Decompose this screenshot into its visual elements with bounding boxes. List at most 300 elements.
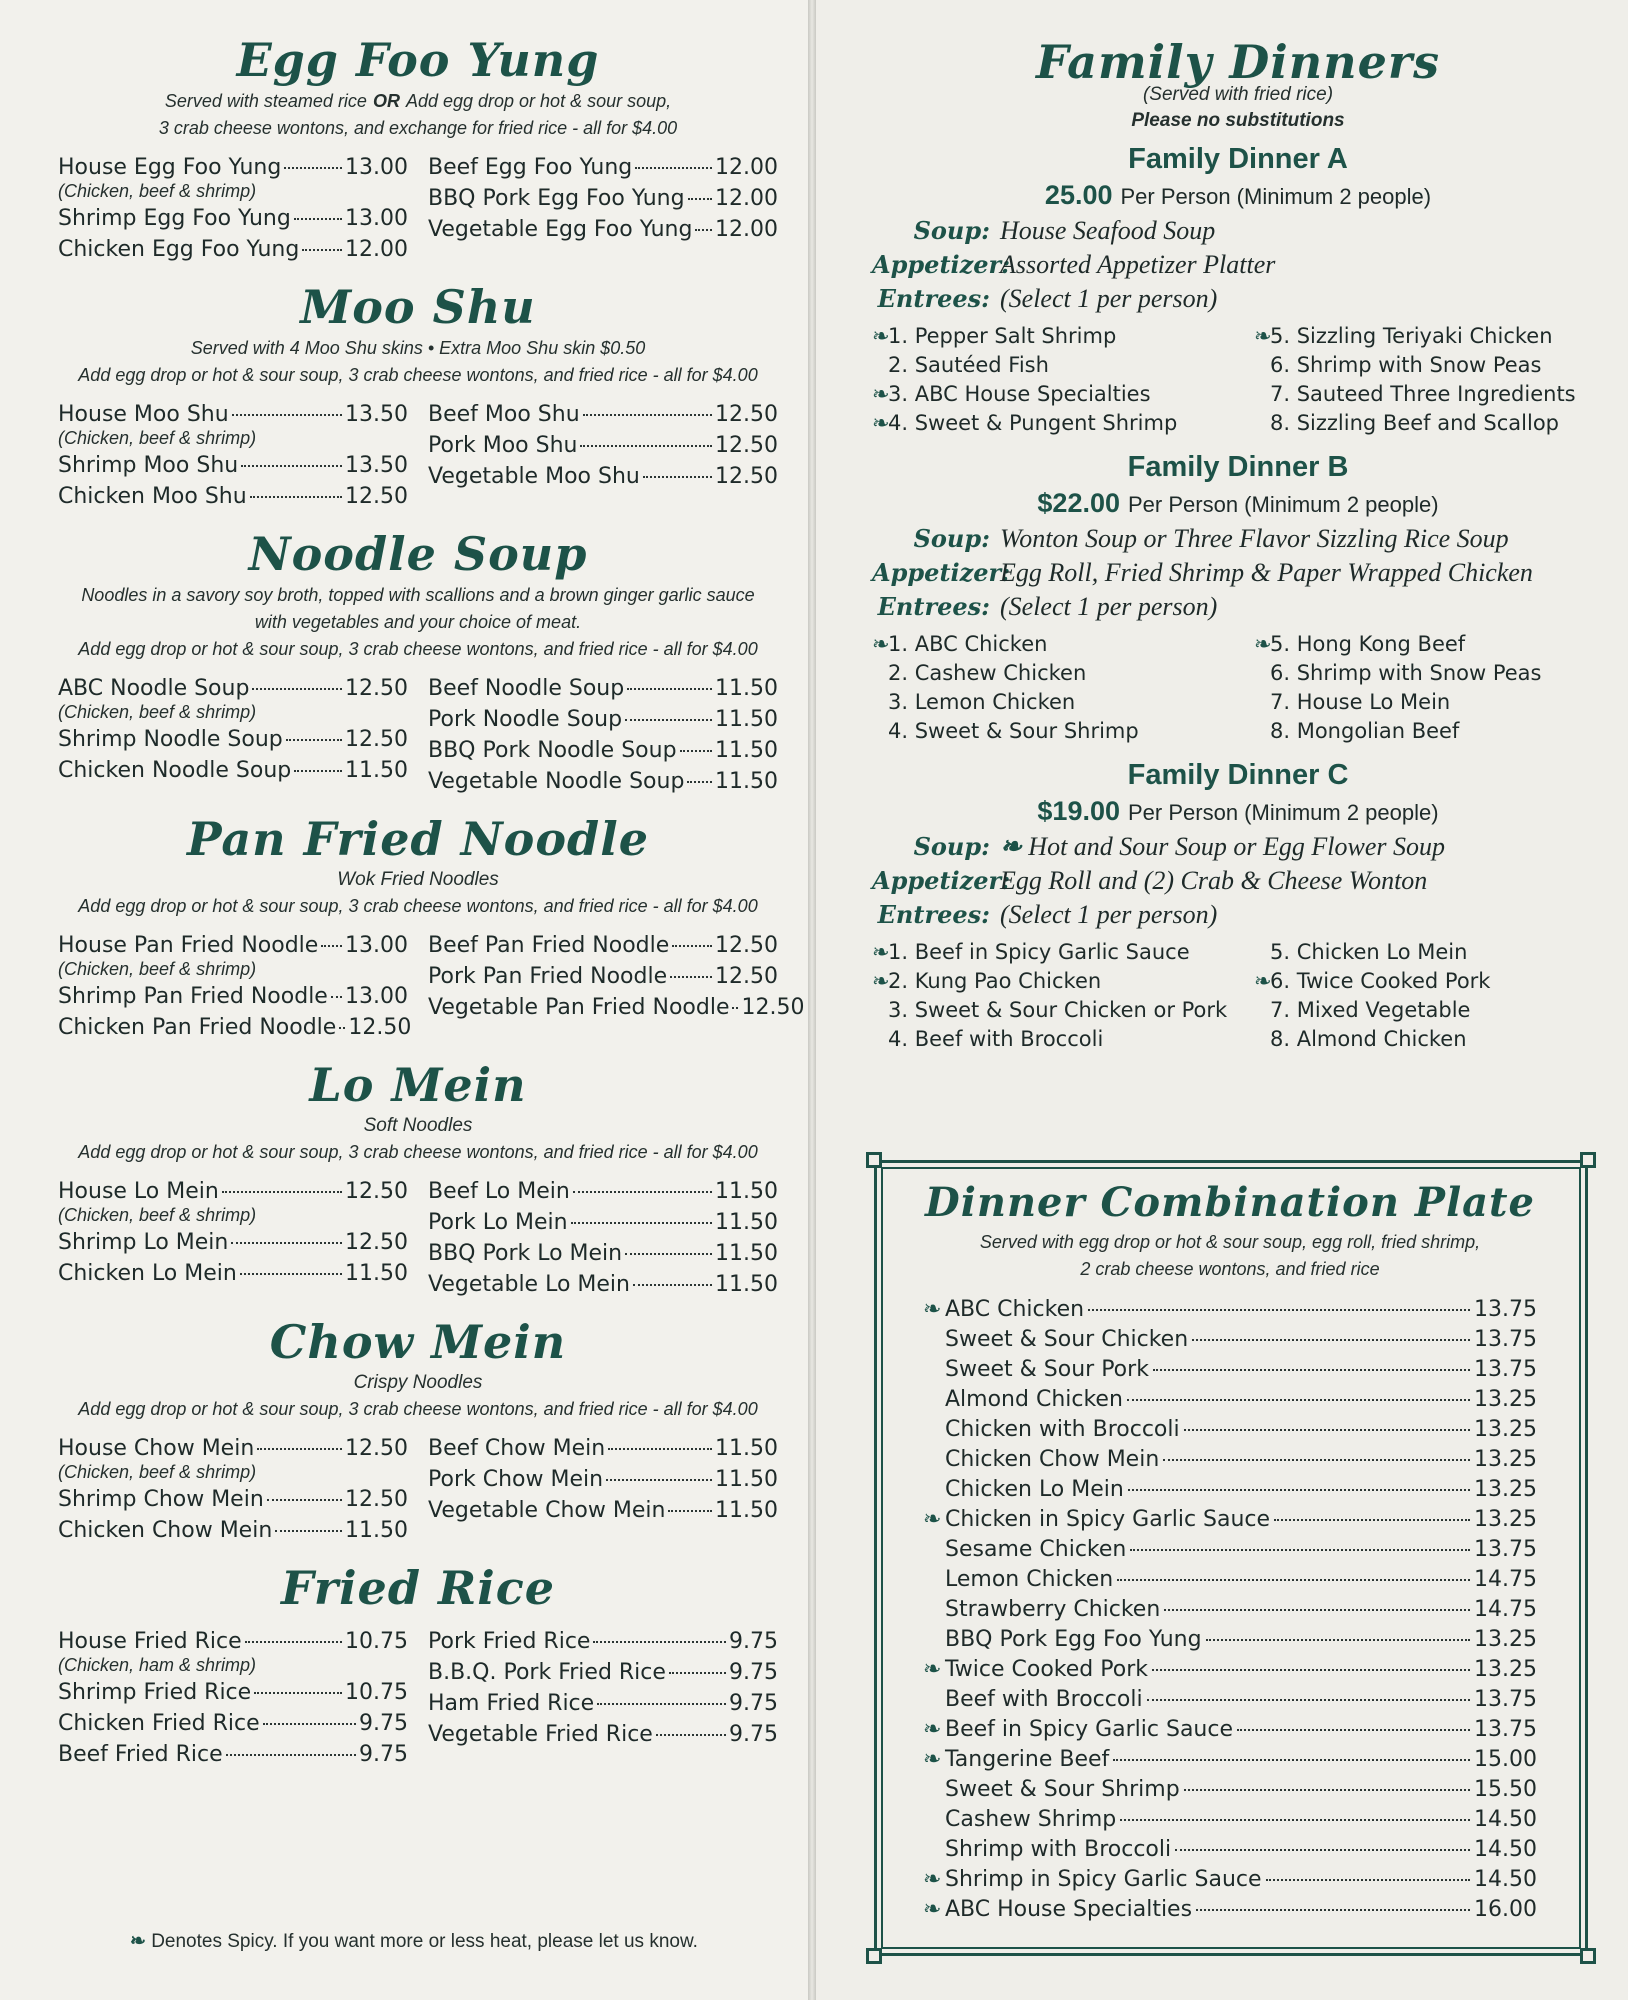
entree-name: 6. Shrimp with Snow Peas xyxy=(1270,661,1542,685)
item-name: Vegetable Noodle Soup xyxy=(428,769,685,794)
chili-pepper-icon: ❧ xyxy=(872,632,890,656)
chili-pepper-icon: ❧ xyxy=(1254,324,1272,348)
row-value xyxy=(1000,248,1275,282)
menu-item xyxy=(428,1207,778,1238)
section-subtitle: Soft Noodles xyxy=(363,1115,473,1136)
item-name: ABC House Specialties xyxy=(945,1897,1193,1922)
item-name: Vegetable Pan Fried Noodle xyxy=(428,995,730,1020)
section-subtitle: Crispy Noodles xyxy=(353,1372,483,1393)
desc-part: Served with steamed rice xyxy=(164,91,367,111)
item-name: Shrimp Noodle Soup xyxy=(58,727,283,752)
item-price: 9.75 xyxy=(729,1660,778,1685)
item-name: Pork Lo Mein xyxy=(428,1210,568,1235)
item-columns xyxy=(58,1176,778,1300)
family-dinners-subtitle: (Served with fried rice) xyxy=(1142,84,1334,105)
chili-pepper-icon: ❧ xyxy=(872,969,890,993)
menu-section-moo-shu xyxy=(58,279,778,512)
combo-item xyxy=(923,1655,1537,1685)
item-note: (Chicken, beef & shrimp) xyxy=(58,1205,257,1225)
item-name: Vegetable Egg Foo Yung xyxy=(428,217,693,242)
menu-item xyxy=(58,1258,408,1289)
combo-item xyxy=(923,1415,1537,1445)
row-value xyxy=(1000,522,1509,556)
item-name: Lemon Chicken xyxy=(945,1567,1114,1592)
menu-item xyxy=(428,399,778,430)
row-text: (Select 1 per person) xyxy=(1000,592,1218,621)
entree-name: 1. Pepper Salt Shrimp xyxy=(888,324,1117,348)
item-name: BBQ Pork Egg Foo Yung xyxy=(428,186,685,211)
row-text: (Select 1 per person) xyxy=(1000,284,1218,313)
section-title: Pan Fried Noodle xyxy=(187,812,649,866)
item-note: (Chicken, ham & shrimp) xyxy=(58,1655,257,1675)
item-column xyxy=(58,152,408,265)
chili-pepper-icon: ❧ xyxy=(1254,969,1272,993)
dot-leader xyxy=(583,414,712,416)
menu-item xyxy=(428,1719,778,1750)
entree-item xyxy=(872,322,1222,351)
item-price: 11.50 xyxy=(345,1261,408,1286)
item-name: Twice Cooked Pork xyxy=(945,1657,1148,1682)
item-name: Vegetable Lo Mein xyxy=(428,1272,630,1297)
menu-item xyxy=(428,214,778,245)
item-name: Chicken Chow Mein xyxy=(945,1447,1160,1472)
row-text: Hot and Sour Soup or Egg Flower Soup xyxy=(1028,832,1446,861)
entree-name: 2. Sautéed Fish xyxy=(888,353,1049,377)
item-price: 13.75 xyxy=(1474,1537,1537,1562)
row-value xyxy=(1000,214,1215,248)
chili-pepper-icon: ❧ xyxy=(872,411,890,435)
item-columns xyxy=(58,399,778,512)
item-price: 12.50 xyxy=(715,464,778,489)
dinner-title: Family Dinner B xyxy=(1127,451,1349,483)
entree-item xyxy=(1254,996,1604,1025)
combo-item xyxy=(923,1535,1537,1565)
entree-name: 8. Almond Chicken xyxy=(1270,1027,1467,1051)
dinner-price-line xyxy=(872,794,1604,830)
entree-item xyxy=(872,1025,1222,1054)
item-name: Chicken Egg Foo Yung xyxy=(58,237,300,262)
item-name: House Chow Mein xyxy=(58,1436,255,1461)
dot-leader xyxy=(633,1284,712,1286)
dot-leader xyxy=(1147,1699,1470,1701)
row-label: Entrees: xyxy=(877,592,990,621)
item-price: 15.00 xyxy=(1474,1747,1537,1772)
menu-item xyxy=(58,481,408,512)
menu-item xyxy=(428,766,778,797)
chili-pepper-icon: ❧ xyxy=(923,1717,942,1742)
item-column xyxy=(58,1433,408,1546)
entree-name: 6. Shrimp with Snow Peas xyxy=(1270,353,1542,377)
item-name: Chicken Lo Mein xyxy=(945,1477,1124,1502)
dinner-appetizer-row xyxy=(872,248,1604,282)
item-price: 12.50 xyxy=(715,433,778,458)
dot-leader xyxy=(254,1692,342,1694)
item-name: Shrimp Lo Mein xyxy=(58,1230,229,1255)
item-name: Chicken Pan Fried Noodle xyxy=(58,1015,337,1040)
menu-item xyxy=(428,1495,778,1526)
entree-item xyxy=(872,630,1222,659)
item-price: 11.50 xyxy=(715,707,778,732)
item-name: BBQ Pork Lo Mein xyxy=(428,1241,623,1266)
dot-leader xyxy=(1117,1579,1470,1581)
entree-list xyxy=(872,938,1604,1054)
item-columns xyxy=(58,1433,778,1546)
dot-leader xyxy=(625,719,712,721)
menu-item xyxy=(58,1708,408,1739)
combo-item xyxy=(923,1355,1537,1385)
section-title: Moo Shu xyxy=(300,280,536,334)
section-description: with vegetables and your choice of meat. xyxy=(254,612,582,632)
menu-item xyxy=(428,704,778,735)
dot-leader xyxy=(1127,1399,1470,1401)
menu-item xyxy=(58,1227,408,1258)
menu-item xyxy=(428,1269,778,1300)
entree-item xyxy=(872,659,1222,688)
item-price: 14.50 xyxy=(1474,1867,1537,1892)
item-price: 12.50 xyxy=(345,1487,408,1512)
dinner-soup-row xyxy=(872,830,1604,864)
item-name: Shrimp in Spicy Garlic Sauce xyxy=(945,1867,1262,1892)
dot-leader xyxy=(687,781,712,783)
entree-name: 3. ABC House Specialties xyxy=(888,382,1151,406)
menu-item xyxy=(428,1433,778,1464)
item-name: Chicken Chow Mein xyxy=(58,1518,273,1543)
entree-name: 3. Sweet & Sour Chicken or Pork xyxy=(888,998,1228,1022)
menu-item xyxy=(428,1238,778,1269)
entree-item xyxy=(872,409,1222,438)
item-column xyxy=(58,930,412,1043)
item-name: Sweet & Sour Chicken xyxy=(945,1327,1189,1352)
item-price: 12.50 xyxy=(345,1436,408,1461)
item-name: Tangerine Beef xyxy=(945,1747,1110,1772)
item-column xyxy=(428,1433,778,1546)
dot-leader xyxy=(1184,1789,1470,1791)
entree-name: 1. ABC Chicken xyxy=(888,632,1048,656)
dot-leader xyxy=(241,465,342,467)
family-dinner-c xyxy=(872,756,1604,1054)
item-name: Beef Noodle Soup xyxy=(428,676,625,701)
dot-leader xyxy=(252,688,342,690)
dot-leader xyxy=(1088,1309,1470,1311)
item-price: 12.00 xyxy=(715,155,778,180)
combo-item xyxy=(923,1685,1537,1715)
dinner-price-note: Per Person (Minimum 2 people) xyxy=(1128,492,1439,517)
section-title: Noodle Soup xyxy=(248,527,588,581)
family-dinner-b xyxy=(872,448,1604,746)
row-value xyxy=(1000,898,1217,932)
item-price: 12.50 xyxy=(345,727,408,752)
combo-item xyxy=(923,1385,1537,1415)
menu-left-page xyxy=(0,0,808,2000)
item-price: 9.75 xyxy=(729,1722,778,1747)
item-name: Shrimp Fried Rice xyxy=(58,1680,252,1705)
row-text: Wonton Soup or Three Flavor Sizzling Rice Soup xyxy=(1000,524,1509,553)
dot-leader xyxy=(231,1242,342,1244)
entree-name: 3. Lemon Chicken xyxy=(888,690,1076,714)
item-name: Shrimp with Broccoli xyxy=(945,1837,1172,1862)
row-text: House Seafood Soup xyxy=(1000,216,1216,245)
item-name: Pork Pan Fried Noodle xyxy=(428,964,668,989)
dinner-soup-row xyxy=(872,522,1604,556)
dot-leader xyxy=(597,1703,726,1705)
item-price: 10.75 xyxy=(345,1680,408,1705)
row-label: Soup: xyxy=(913,832,990,861)
dot-leader xyxy=(1130,1549,1470,1551)
entree-item xyxy=(1254,380,1604,409)
dot-leader xyxy=(222,1191,342,1193)
item-price: 11.50 xyxy=(715,1467,778,1492)
item-price: 13.25 xyxy=(1474,1477,1537,1502)
row-value xyxy=(1000,864,1427,898)
item-price: 13.25 xyxy=(1474,1447,1537,1472)
entree-name: 5. Sizzling Teriyaki Chicken xyxy=(1270,324,1553,348)
entree-item xyxy=(1254,409,1604,438)
item-name: Beef Pan Fried Noodle xyxy=(428,933,670,958)
item-name: Vegetable Fried Rice xyxy=(428,1722,653,1747)
dot-leader xyxy=(257,1448,342,1450)
dot-leader xyxy=(606,1479,712,1481)
menu-section-chow-mein xyxy=(58,1314,778,1546)
item-columns xyxy=(58,1626,778,1770)
menu-item xyxy=(58,1739,408,1770)
item-price: 11.50 xyxy=(715,1179,778,1204)
item-name: Cashew Shrimp xyxy=(945,1807,1117,1832)
chili-pepper-icon: ❧ xyxy=(923,1297,942,1322)
entree-name: 8. Mongolian Beef xyxy=(1270,719,1460,743)
dot-leader xyxy=(643,476,712,478)
item-column xyxy=(428,399,778,512)
dot-leader xyxy=(286,739,342,741)
dot-leader xyxy=(275,1530,342,1532)
combo-item xyxy=(923,1595,1537,1625)
menu-item xyxy=(58,203,408,234)
menu-item xyxy=(58,1484,408,1515)
spicy-footnote xyxy=(130,1930,698,1953)
entree-column xyxy=(1254,630,1604,746)
item-name: Chicken Lo Mein xyxy=(58,1261,237,1286)
dot-leader xyxy=(240,1273,342,1275)
item-price: 12.50 xyxy=(715,933,778,958)
dot-leader xyxy=(250,496,342,498)
menu-item xyxy=(58,234,408,265)
section-title: Fried Rice xyxy=(281,1561,555,1615)
dot-leader xyxy=(580,445,712,447)
dot-leader xyxy=(1175,1849,1470,1851)
menu-item xyxy=(428,673,778,704)
entree-item xyxy=(1254,688,1604,717)
item-name: House Egg Foo Yung xyxy=(58,155,282,180)
item-price: 13.00 xyxy=(345,984,408,1009)
section-description xyxy=(58,88,778,115)
dot-leader xyxy=(1274,1519,1470,1521)
item-price: 13.75 xyxy=(1474,1327,1537,1352)
item-price: 11.50 xyxy=(345,1518,408,1543)
entree-item xyxy=(1254,1025,1604,1054)
item-column xyxy=(428,1626,778,1770)
dot-leader xyxy=(284,167,342,169)
item-name: Beef in Spicy Garlic Sauce xyxy=(945,1717,1234,1742)
dinner-title: Family Dinner A xyxy=(1128,143,1348,175)
item-price: 14.75 xyxy=(1474,1597,1537,1622)
menu-item xyxy=(58,724,408,755)
item-price: 16.00 xyxy=(1474,1897,1537,1922)
dinner-price: 25.00 xyxy=(1044,180,1113,210)
menu-item xyxy=(58,399,408,430)
item-note: (Chicken, beef & shrimp) xyxy=(58,181,257,201)
menu-section-egg-foo-yung xyxy=(58,32,778,265)
menu-item xyxy=(428,1464,778,1495)
item-name: Vegetable Moo Shu xyxy=(428,464,640,489)
page-fold xyxy=(808,0,816,2000)
menu-item xyxy=(428,183,778,214)
item-price: 13.25 xyxy=(1474,1627,1537,1652)
item-price: 13.00 xyxy=(345,155,408,180)
item-price: 12.50 xyxy=(715,402,778,427)
menu-item xyxy=(58,1176,408,1207)
item-note: (Chicken, beef & shrimp) xyxy=(58,1462,257,1482)
dinner-combination-box xyxy=(874,1160,1588,1956)
entree-name: 7. House Lo Mein xyxy=(1270,690,1451,714)
row-text: Assorted Appetizer Platter xyxy=(1000,250,1276,279)
dot-leader xyxy=(627,688,712,690)
entree-name: 4. Sweet & Sour Shrimp xyxy=(888,719,1139,743)
item-price: 12.50 xyxy=(345,1179,408,1204)
dot-leader xyxy=(732,1007,738,1009)
entree-column xyxy=(872,938,1228,1054)
entree-column xyxy=(1254,322,1604,438)
item-column xyxy=(428,152,778,265)
dinner-appetizer-row xyxy=(872,864,1604,898)
menu-item xyxy=(58,1433,408,1464)
dot-leader xyxy=(245,1641,342,1643)
menu-item xyxy=(428,992,805,1023)
item-name: House Lo Mein xyxy=(58,1179,219,1204)
combo-item xyxy=(923,1715,1537,1745)
chili-pepper-icon: ❧ xyxy=(872,940,890,964)
combo-item xyxy=(923,1325,1537,1355)
dot-leader xyxy=(321,945,342,947)
dot-leader xyxy=(331,996,342,998)
section-description: Add egg drop or hot & sour soup, 3 crab cheese wontons, and fried rice - all for $4.00 xyxy=(78,639,758,659)
item-price: 13.75 xyxy=(1474,1687,1537,1712)
item-price: 15.50 xyxy=(1474,1777,1537,1802)
dot-leader xyxy=(680,750,712,752)
menu-item xyxy=(58,450,408,481)
combo-item xyxy=(923,1295,1537,1325)
item-name: Pork Chow Mein xyxy=(428,1467,604,1492)
menu-item xyxy=(428,735,778,766)
item-price: 13.25 xyxy=(1474,1507,1537,1532)
item-name: House Moo Shu xyxy=(58,402,229,427)
chili-pepper-icon: ❧ xyxy=(923,1747,942,1772)
item-price: 13.25 xyxy=(1474,1387,1537,1412)
dot-leader xyxy=(1266,1879,1470,1881)
dinner-title: Family Dinner C xyxy=(1127,759,1349,791)
menu-right-page xyxy=(816,0,1628,2000)
item-price: 10.75 xyxy=(345,1629,408,1654)
dot-leader xyxy=(339,1027,345,1029)
row-value xyxy=(1000,590,1217,624)
item-name: ABC Noodle Soup xyxy=(58,676,250,701)
item-name: Sesame Chicken xyxy=(945,1537,1127,1562)
menu-item xyxy=(58,930,408,961)
item-name: Chicken Moo Shu xyxy=(58,484,247,509)
menu-item xyxy=(428,1176,778,1207)
entree-item xyxy=(872,380,1222,409)
combo-item xyxy=(923,1775,1537,1805)
item-price: 9.75 xyxy=(359,1711,408,1736)
dinner-entrees-row xyxy=(872,590,1604,624)
item-name: Beef Egg Foo Yung xyxy=(428,155,633,180)
item-price: 11.50 xyxy=(715,1241,778,1266)
combo-title: Dinner Combination Plate xyxy=(925,1179,1535,1226)
item-price: 11.50 xyxy=(715,676,778,701)
dot-leader xyxy=(1184,1429,1470,1431)
entree-list xyxy=(872,322,1604,438)
entree-item xyxy=(1254,630,1604,659)
item-column xyxy=(58,399,408,512)
menu-section-noodle-soup xyxy=(58,526,778,797)
family-dinners-title: Family Dinners xyxy=(1036,35,1440,89)
chili-pepper-icon: ❧ xyxy=(130,1931,152,1952)
item-name: Chicken in Spicy Garlic Sauce xyxy=(945,1507,1271,1532)
combo-description: Served with egg drop or hot & sour soup, egg roll, fried shrimp, xyxy=(979,1232,1481,1252)
item-price: 13.00 xyxy=(345,206,408,231)
row-label: Soup: xyxy=(913,524,990,553)
chili-pepper-icon: ❧ xyxy=(872,324,890,348)
dinner-price-line xyxy=(872,178,1604,214)
item-name: Chicken Noodle Soup xyxy=(58,758,292,783)
item-name: House Pan Fried Noodle xyxy=(58,933,319,958)
item-price: 13.00 xyxy=(345,933,408,958)
item-price: 12.50 xyxy=(741,995,805,1020)
item-price: 11.50 xyxy=(715,1210,778,1235)
menu-item xyxy=(428,1657,778,1688)
item-name: Chicken Fried Rice xyxy=(58,1711,260,1736)
item-column xyxy=(428,673,778,797)
dot-leader xyxy=(1164,1609,1470,1611)
item-column xyxy=(58,1176,408,1300)
menu-item xyxy=(428,930,778,961)
entree-item xyxy=(872,938,1222,967)
dinner-appetizer-row xyxy=(872,556,1604,590)
item-column xyxy=(428,1176,778,1300)
entree-item xyxy=(872,967,1222,996)
combo-item xyxy=(923,1625,1537,1655)
dot-leader xyxy=(1192,1339,1470,1341)
menu-item xyxy=(58,755,408,786)
desc-part: Add egg drop or hot & sour soup, xyxy=(405,91,672,111)
dinner-price: $22.00 xyxy=(1037,488,1120,518)
section-description: Add egg drop or hot & sour soup, 3 crab cheese wontons, and fried rice - all for $4.00 xyxy=(78,365,758,385)
item-price: 12.50 xyxy=(345,1230,408,1255)
entree-name: 2. Kung Pao Chicken xyxy=(888,969,1102,993)
item-price: 11.50 xyxy=(715,1498,778,1523)
item-price: 13.50 xyxy=(345,402,408,427)
item-name: Beef Lo Mein xyxy=(428,1179,570,1204)
item-columns xyxy=(58,152,778,265)
dot-leader xyxy=(688,198,712,200)
entree-item xyxy=(872,351,1222,380)
item-name: House Fried Rice xyxy=(58,1629,242,1654)
item-price: 13.25 xyxy=(1474,1417,1537,1442)
dot-leader xyxy=(672,945,712,947)
item-name: B.B.Q. Pork Fried Rice xyxy=(428,1660,666,1685)
item-price: 11.50 xyxy=(715,769,778,794)
combo-item xyxy=(923,1445,1537,1475)
entree-name: 4. Beef with Broccoli xyxy=(888,1027,1104,1051)
item-price: 12.00 xyxy=(715,217,778,242)
